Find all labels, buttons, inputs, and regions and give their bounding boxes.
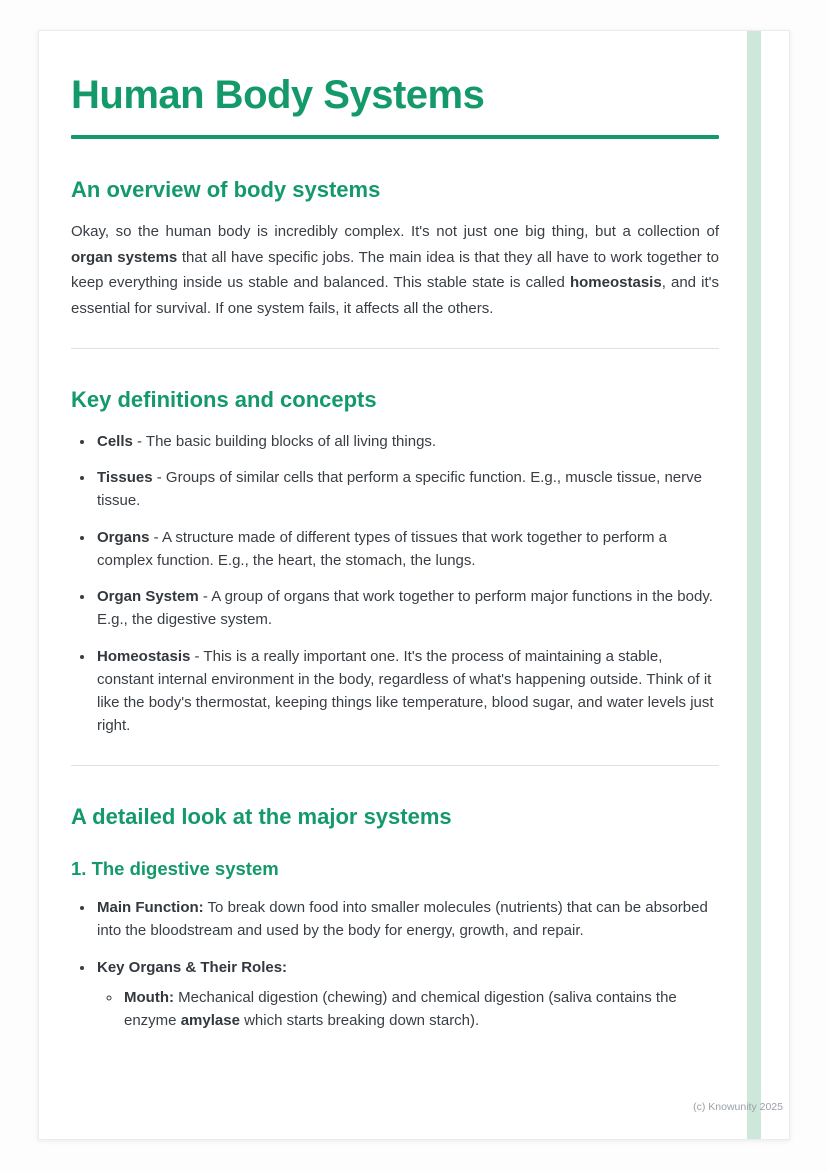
definition-item-organs — [95, 526, 719, 573]
section-divider — [71, 765, 719, 766]
mouth-label: Mouth: — [124, 988, 174, 1006]
key-organs-label: Key Organs & Their Roles: — [97, 958, 288, 976]
definition-term: Cells — [97, 432, 133, 450]
mouth-item — [122, 986, 719, 1033]
section-divider — [71, 348, 719, 349]
main-function-label: Main Function: — [97, 899, 204, 917]
definitions-list — [71, 430, 719, 738]
definition-text: - A structure made of different types of tissues that work together to perform a complex function. E.g., the heart, the stomach, the lungs. — [97, 528, 667, 569]
copyright-watermark: (c) Knowunity 2025 — [693, 1101, 783, 1113]
systems-heading: A detailed look at the major systems — [71, 803, 452, 829]
text-segment: Mechanical digestion (chewing) and chemical digestion (saliva contains the enzyme — [124, 988, 677, 1030]
text-segment: which starts breaking down starch). — [239, 1012, 480, 1030]
key-organs-sublist — [97, 986, 719, 1033]
digestive-system-heading: 1. The digestive system — [71, 857, 279, 879]
definition-term: Organ System — [97, 588, 199, 606]
definition-term: Organs — [97, 528, 150, 546]
definition-text: - The basic building blocks of all living things. — [132, 432, 437, 450]
text-segment: that all have specific jobs. The main idea is that they all have to work together to keep everything inside us stable and balanced. This stable state is called — [71, 248, 719, 292]
definition-item-homeostasis — [95, 645, 719, 738]
bold-term-organ-systems: organ systems — [71, 248, 178, 266]
key-organs-item — [95, 956, 719, 1033]
definition-text: - Groups of similar cells that perform a specific function. E.g., muscle tissue, nerve tissue. — [97, 469, 702, 510]
page-title: Human Body Systems — [71, 73, 485, 117]
definition-term: Homeostasis — [97, 647, 191, 665]
definition-text: - This is a really important one. It's the process of maintaining a stable, constant internal environment in the body, regardless of what's happening outside. Think of it like the body's thermostat, keeping things like temperature, blood sugar, and water levels just right. — [97, 647, 714, 735]
overview-paragraph — [71, 219, 719, 321]
overview-heading: An overview of body systems — [71, 177, 381, 202]
document-page — [38, 30, 790, 1140]
bold-term-homeostasis: homeostasis — [569, 274, 662, 292]
definitions-heading: Key definitions and concepts — [71, 387, 377, 413]
text-segment: , and it's essential for survival. If one system fails, it affects all the others. — [71, 274, 719, 317]
title-underline — [71, 135, 719, 139]
bold-term-amylase: amylase — [180, 1012, 240, 1030]
definition-item-tissues — [95, 466, 719, 513]
definition-text: - A group of organs that work together to perform major functions in the body. E.g., the digestive system. — [97, 588, 713, 629]
definition-item-organ-system — [95, 585, 719, 632]
definition-term: Tissues — [97, 469, 153, 487]
definition-item-cells — [95, 430, 719, 453]
main-function-item — [95, 896, 719, 943]
text-segment: Okay, so the human body is incredibly complex. It's not just one big thing, but a collection of — [71, 223, 719, 241]
document-content — [39, 31, 790, 1075]
main-function-text: To break down food into smaller molecules (nutrients) that can be absorbed into the bloodstream and used by the body for energy, growth, and repair. — [97, 899, 708, 940]
digestive-system-list — [71, 896, 719, 1032]
